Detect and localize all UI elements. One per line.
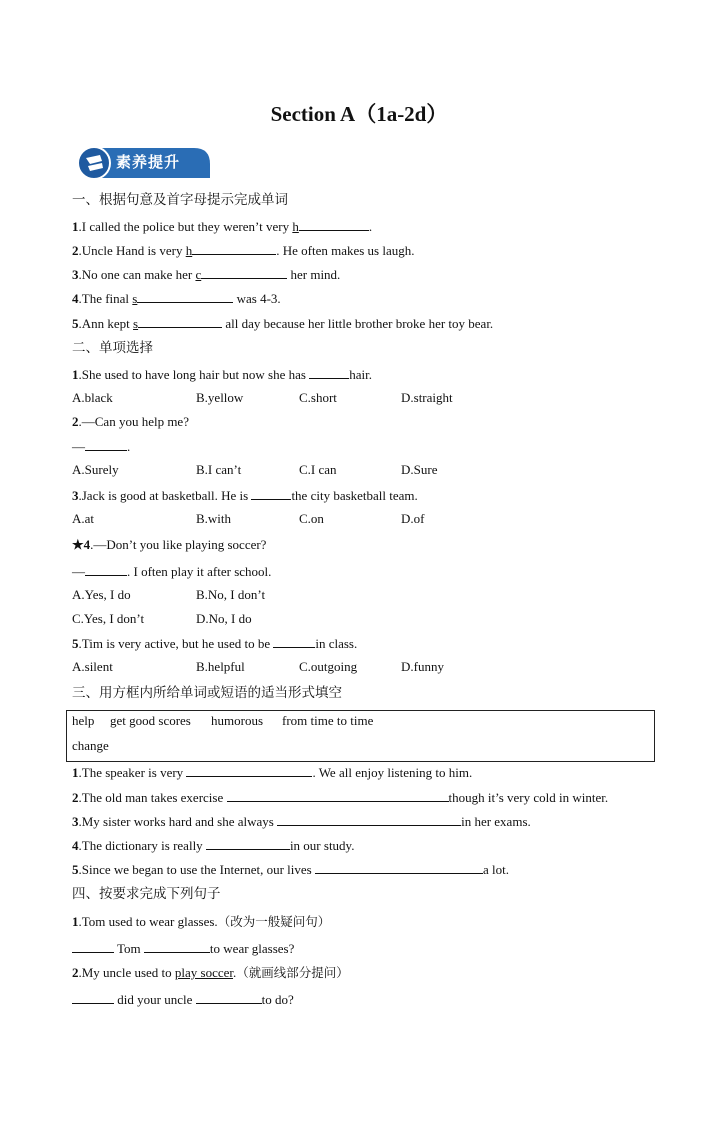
part1-item-3: 3.No one can make her c her mind.: [72, 267, 341, 282]
word-get-good-scores: get good scores: [110, 713, 191, 728]
part2-q3: 3.Jack is good at basketball. He is the city basketball team.: [72, 488, 418, 503]
part2-q5: 5.Tim is very active, but he used to be in class.: [72, 636, 358, 651]
option-c: C.Yes, I don’t: [72, 611, 145, 626]
part3-heading: 三、用方框内所给单词或短语的适当形式填空: [72, 685, 342, 701]
star-icon: ★: [72, 537, 84, 552]
part1-item-5: 5.Ann kept s all day because her little brother broke her toy bear.: [72, 316, 494, 331]
part4-q1-answer: Tom to wear glasses?: [72, 940, 294, 957]
part4-heading: 四、按要求完成下列句子: [72, 886, 221, 902]
part1-item-4: 4.The final s was 4-3.: [72, 291, 281, 306]
option-c: C.on: [299, 511, 324, 526]
part1-heading: 一、根据句意及首字母提示完成单词: [72, 192, 288, 208]
section-badge: [76, 144, 212, 180]
option-d: D.funny: [401, 659, 444, 674]
option-a: A.Yes, I do: [72, 587, 131, 602]
word-change: change: [72, 738, 109, 753]
part2-q1: 1.She used to have long hair but now she has hair.: [72, 367, 372, 382]
part4-q2: 2.My uncle used to play soccer.（就画线部分提问）: [72, 965, 349, 980]
option-d: D.No, I do: [196, 611, 252, 626]
part2-q4: ★4.—Don’t you like playing soccer?: [72, 537, 267, 552]
option-a: A.at: [72, 511, 95, 526]
option-c: C.short: [299, 390, 337, 405]
part1-item-2: 2.Uncle Hand is very h . He often makes us laugh.: [72, 243, 415, 258]
part3-item-5: 5.Since we began to use the Internet, our lives a lot.: [72, 862, 509, 877]
option-a: A.black: [72, 390, 113, 405]
option-d: D.straight: [401, 390, 453, 405]
part2-heading: 二、单项选择: [72, 340, 153, 356]
option-c: C.outgoing: [299, 659, 358, 674]
part3-item-1: 1.The speaker is very . We all enjoy listening to him.: [72, 765, 473, 780]
option-c: C.I can: [299, 462, 337, 477]
part1-item-1: 1.I called the police but they weren’t very h .: [72, 219, 373, 234]
option-b: B.helpful: [196, 659, 245, 674]
word-humorous: humorous: [211, 713, 263, 728]
part3-item-3: 3.My sister works hard and she always in her exams.: [72, 814, 531, 829]
option-a: A.silent: [72, 659, 113, 674]
part3-item-4: 4.The dictionary is really in our study.: [72, 838, 355, 853]
option-b: B.with: [196, 511, 232, 526]
part2-q2: 2.—Can you help me?: [72, 414, 189, 429]
word-help: help: [72, 713, 95, 728]
part4-q2-answer: did your uncle to do?: [72, 991, 294, 1008]
option-d: D.Sure: [401, 462, 438, 477]
option-b: B.I can’t: [196, 462, 242, 477]
part2-q4-answer: — . I often play it after school.: [72, 564, 272, 579]
part2-q2-answer: — .: [72, 439, 131, 454]
option-d: D.of: [401, 511, 425, 526]
word-from-time-to-time: from time to time: [282, 713, 374, 728]
badge-label: 素养提升: [116, 153, 181, 171]
page-title: Section A（1a-2d）: [270, 102, 448, 126]
option-b: B.yellow: [196, 390, 244, 405]
option-a: A.Surely: [72, 462, 119, 477]
part4-q1: 1.Tom used to wear glasses.（改为一般疑问句）: [72, 914, 331, 929]
option-b: B.No, I don’t: [196, 587, 266, 602]
part3-item-2: 2.The old man takes exercise though it’s very cold in winter.: [72, 790, 609, 805]
